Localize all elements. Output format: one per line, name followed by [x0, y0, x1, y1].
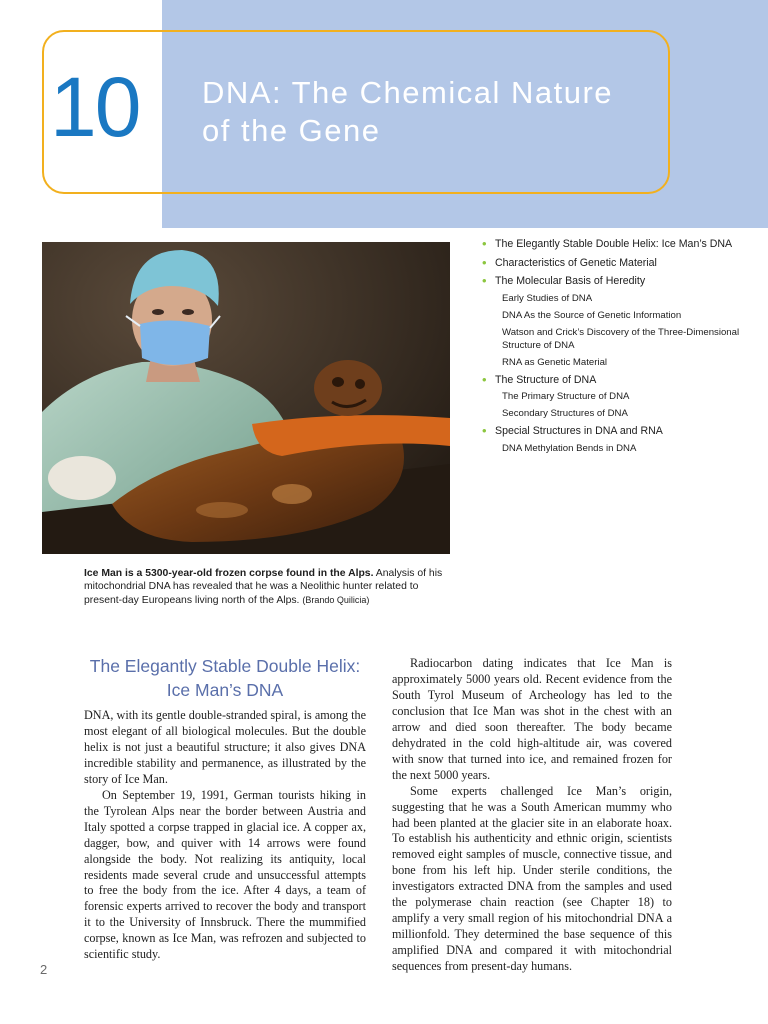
body-column-right: [392, 656, 672, 975]
body-paragraph: Some experts challenged Ice Man’s origin, suggesting that he was a South American mummy who had been planted at the glacier site in an elaborate hoax. To establish his authenticity and ethnic origin, scientists removed eight samples of muscle, connective tissue, and bone from his left hip. Under sterile conditions, the investigators extracted DNA from the samples and used the polymerase chain reaction (see Chapter 18) to amplify a very small region of his mitochondrial DNA a millionfold. They determined the base sequence of this amplified DNA and compared it with mitochondrial sequences from present-day humans.: [392, 783, 672, 974]
outline-item-title: The Molecular Basis of Heredity: [495, 275, 646, 288]
photo-credit: (Brando Quilicia): [302, 594, 370, 605]
outline-item-title: The Elegantly Stable Double Helix: Ice Man’s DNA: [495, 238, 733, 250]
body-paragraph: Radiocarbon dating indicates that Ice Man is approximately 5000 years old. Recent evidence from the South Tyrol Museum of Archeology has led to the conclusion that Ice Man was shot in the chest with an arrow and died soon thereafter. The body became dehydrated in the cold high-altitude air, was covered with snow that turned into ice, and remained frozen for the next 5000 years.: [392, 656, 672, 782]
outline-item: [482, 275, 742, 369]
body-paragraph: On September 19, 1991, German tourists hiking in the Tyrolean Alps near the border between Austria and Italy spotted a corpse trapped in glacial ice. A copper ax, dagger, bow, and quiver with 14 arrows were found alongside the body. Not realizing its antiquity, local residents made several crude and unsuccessful attempts to free the body from the ice. After 4 days, a team of forensic experts arrived to recover the body and transport it to the University of Innsbruck. There the mummified corpse, known as Ice Man, was refrozen and subjected to scientific study.: [84, 787, 366, 962]
chapter-title: [202, 74, 642, 150]
figure-caption: [84, 567, 454, 607]
body-column-left: [84, 708, 366, 963]
ice-man-photo: [42, 242, 450, 554]
outline-item: [482, 425, 742, 455]
bullet-icon: •: [482, 273, 487, 289]
caption-text: Analysis of his mitochondrial DNA has revealed that he was a Neolithic hunter related to present-day Europeans living north of the Alps.: [84, 568, 443, 606]
body-paragraph: DNA, with its gentle double-stranded spiral, is among the most elegant of all biological molecules. But the double helix is not just a beautiful structure; it also gives DNA incredible stability and permanence, as illustrated by the story of Ice Man.: [84, 708, 366, 786]
outline-subitem: Secondary Structures of DNA: [502, 408, 628, 420]
outline-item-title: Special Structures in DNA and RNA: [495, 425, 663, 438]
outline-subitem: DNA As the Source of Genetic Information: [502, 309, 682, 321]
bullet-icon: •: [482, 371, 487, 387]
bullet-icon: •: [482, 254, 487, 270]
outline-item-title: The Structure of DNA: [495, 373, 597, 386]
chapter-title-line-2: of the Gene: [202, 113, 381, 148]
caption-bold: Ice Man is a 5300-year-old frozen corpse found in the Alps.: [84, 568, 374, 579]
section-heading-line-1: The Elegantly Stable Double Helix:: [89, 656, 361, 676]
outline-subitem: Early Studies of DNA: [502, 292, 593, 304]
outline-subitem: The Primary Structure of DNA: [502, 391, 630, 403]
chapter-number: 10: [50, 60, 140, 154]
outline-item-title: Characteristics of Genetic Material: [495, 256, 657, 269]
outline-subitem: Watson and Crick’s Discovery of the Three-Dimensional Structure of DNA: [502, 326, 740, 351]
bullet-icon: •: [482, 423, 487, 439]
outline-item: [482, 371, 742, 421]
section-heading-line-2: Ice Man’s DNA: [166, 680, 284, 700]
outline-subitem: DNA Methylation Bends in DNA: [502, 442, 637, 454]
outline-item: [482, 254, 742, 271]
chapter-outline: [482, 238, 742, 460]
outline-item: [482, 238, 742, 252]
page-number: 2: [40, 962, 48, 977]
section-heading: [84, 654, 366, 702]
outline-subitem: RNA as Genetic Material: [502, 356, 608, 368]
chapter-title-line-1: DNA: The Chemical Nature: [202, 75, 614, 110]
bullet-icon: •: [482, 236, 487, 251]
